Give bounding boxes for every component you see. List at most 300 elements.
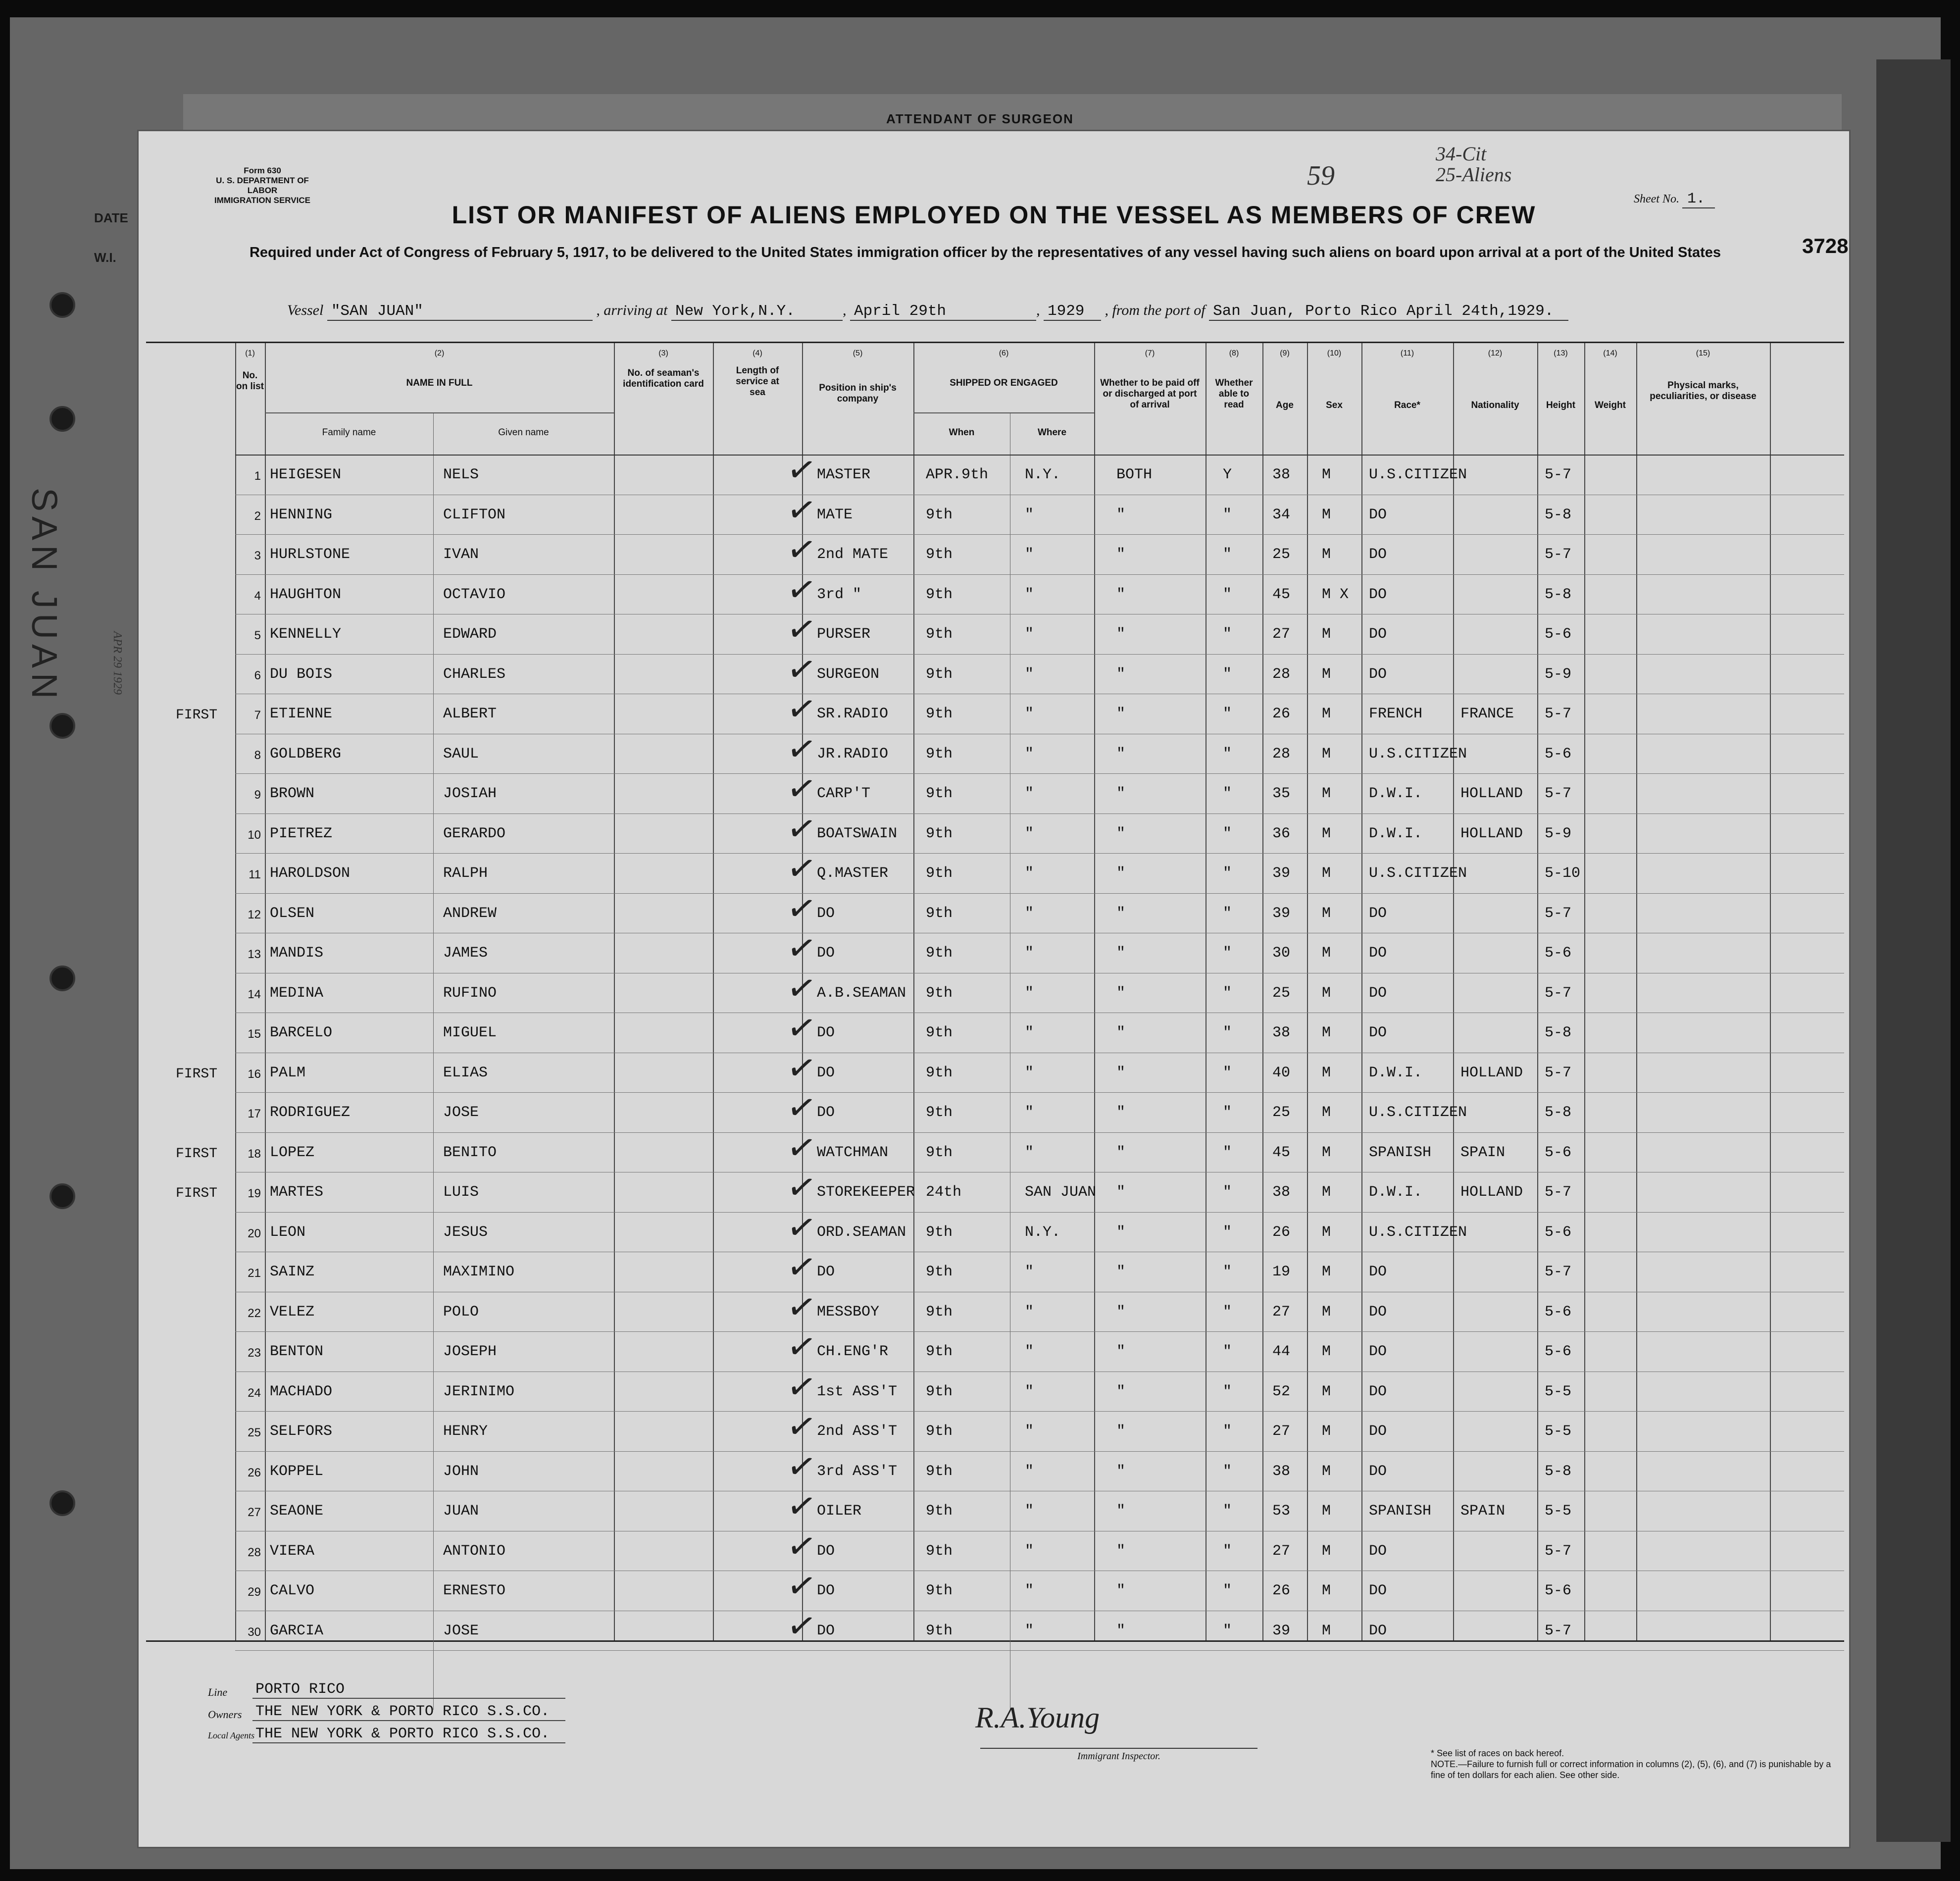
cell-position: DO: [817, 1104, 835, 1121]
check-mark: ✓: [784, 1085, 820, 1130]
cell-position: DO: [817, 1024, 835, 1041]
cell-when: 9th: [926, 1542, 953, 1560]
cell-family: VELEZ: [270, 1303, 315, 1321]
cell-paid: ": [1116, 546, 1126, 563]
handwritten-tally: 34-Cit 25-Aliens: [1436, 143, 1512, 186]
cell-paid: ": [1116, 745, 1126, 763]
check-mark: ✓: [784, 567, 820, 612]
page-subtitle: Required under Act of Congress of February 5, 1917, to be delivered to the United States immigration officer by the representatives of any vessel having such aliens on board upon arrival at a port of the United States: [249, 245, 1721, 260]
column-number: (4): [753, 349, 762, 357]
cell-race: D.W.I.: [1369, 785, 1423, 802]
cell-race: DO: [1369, 1343, 1387, 1360]
cell-where: ": [1025, 785, 1034, 802]
cell-when: 9th: [926, 984, 953, 1002]
cell-age: 40: [1272, 1064, 1291, 1081]
cell-given: MIGUEL: [443, 1024, 497, 1041]
cell-read: ": [1223, 1582, 1232, 1599]
crew-table: [146, 342, 1844, 1648]
cell-read: ": [1223, 626, 1232, 643]
cell-age: 30: [1272, 945, 1291, 962]
cell-given: ANTONIO: [443, 1542, 506, 1560]
cell-nationality: HOLLAND: [1460, 1184, 1523, 1201]
row-rule: [235, 1411, 1844, 1412]
cell-nationality: HOLLAND: [1460, 1064, 1523, 1081]
cell-family: HEIGESEN: [270, 466, 342, 483]
cell-read: ": [1223, 1423, 1232, 1440]
cell-paid: ": [1116, 1463, 1126, 1480]
cell-family: BARCELO: [270, 1024, 333, 1041]
cell-sex: M: [1322, 1144, 1331, 1161]
cell-position: MASTER: [817, 466, 871, 483]
cell-given: JAMES: [443, 945, 488, 962]
check-mark: ✓: [784, 607, 820, 652]
cell-read: ": [1223, 745, 1232, 763]
cell-read: ": [1223, 1503, 1232, 1520]
cell-paid: ": [1116, 1383, 1126, 1400]
cell-race: U.S.CITIZEN: [1369, 865, 1467, 882]
header-age: Age: [1276, 400, 1294, 410]
cell-when: 9th: [926, 785, 953, 802]
cell-height: 5-6: [1545, 1223, 1572, 1241]
cell-race: DO: [1369, 626, 1387, 643]
cell-given: NELS: [443, 466, 479, 483]
cell-position: MESSBOY: [817, 1303, 880, 1321]
cell-family: MACHADO: [270, 1383, 333, 1400]
cell-height: 5-5: [1545, 1503, 1572, 1520]
cell-height: 5-7: [1545, 1622, 1572, 1639]
cell-where: ": [1025, 1303, 1034, 1321]
cell-nationality: SPAIN: [1460, 1503, 1506, 1520]
row-number: 18: [248, 1147, 261, 1161]
header-able-to-read: Whether able to read: [1215, 378, 1253, 410]
cell-height: 5-6: [1545, 1582, 1572, 1599]
column-number: (2): [434, 349, 445, 357]
cell-read: ": [1223, 706, 1232, 722]
cell-nationality: SPAIN: [1460, 1144, 1506, 1161]
cell-when: 9th: [926, 1064, 953, 1081]
cell-age: 53: [1272, 1503, 1291, 1520]
row-number: 10: [248, 828, 261, 842]
cell-position: 1st ASS'T: [817, 1383, 898, 1400]
row-number: 29: [248, 1585, 261, 1599]
row-rule: [235, 1092, 1844, 1093]
cell-where: ": [1025, 665, 1034, 683]
cell-height: 5-7: [1545, 905, 1572, 922]
cell-family: CALVO: [270, 1582, 315, 1599]
cell-family: OLSEN: [270, 905, 315, 922]
cell-sex: M: [1322, 1542, 1331, 1560]
cell-given: JOSE: [443, 1104, 479, 1121]
cell-race: DO: [1369, 1264, 1387, 1280]
page-title: LIST OR MANIFEST OF ALIENS EMPLOYED ON THE VESSEL AS MEMBERS OF CREW: [452, 201, 1536, 229]
punch-hole: [50, 713, 75, 739]
check-mark: ✓: [784, 1324, 820, 1370]
cell-sex: M: [1322, 1343, 1331, 1360]
owners-label: Owners: [208, 1708, 242, 1721]
cell-when: 9th: [926, 506, 953, 523]
arrival-date: April 29th: [850, 303, 1036, 321]
row-number: 15: [248, 1027, 261, 1041]
cell-race: U.S.CITIZEN: [1369, 745, 1467, 763]
footnote: * See list of races on back hereof. NOTE.—Failure to furnish full or correct information in columns (2), (5), (6), and (7) is punishable by a fine of ten dollars for each alien. See other side.: [1431, 1748, 1831, 1780]
agents-value: THE NEW YORK & PORTO RICO S.S.CO.: [252, 1726, 565, 1743]
cell-sex: M: [1322, 745, 1331, 763]
cell-age: 39: [1272, 1622, 1291, 1639]
row-rule: [235, 1212, 1844, 1213]
cell-read: ": [1223, 865, 1232, 882]
cell-race: SPANISH: [1369, 1503, 1432, 1520]
page-number: 3728: [1802, 234, 1849, 257]
cell-position: DO: [817, 1582, 835, 1599]
cell-family: MARTES: [270, 1184, 324, 1201]
cell-family: KENNELLY: [270, 626, 342, 643]
cell-race: SPANISH: [1369, 1144, 1432, 1161]
cell-height: 5-6: [1545, 626, 1572, 643]
cell-where: SAN JUAN: [1025, 1184, 1097, 1201]
cell-where: ": [1025, 586, 1034, 603]
cell-where: ": [1025, 706, 1034, 722]
check-mark: ✓: [784, 766, 820, 812]
cell-given: HENRY: [443, 1423, 488, 1440]
cell-where: ": [1025, 1542, 1034, 1560]
line-value: PORTO RICO: [252, 1681, 565, 1699]
row-number: 9: [254, 788, 261, 802]
cell-paid: ": [1116, 1144, 1126, 1161]
check-mark: ✓: [784, 1244, 820, 1290]
cell-sex: M: [1322, 1303, 1331, 1321]
cell-sex: M: [1322, 1264, 1331, 1280]
cell-given: JERINIMO: [443, 1383, 515, 1400]
cell-height: 5-8: [1545, 1463, 1572, 1480]
cell-when: 9th: [926, 825, 953, 842]
cell-paid: ": [1116, 706, 1126, 722]
cell-paid: ": [1116, 945, 1126, 962]
header-when: When: [949, 427, 975, 438]
column-number: (13): [1554, 349, 1568, 357]
cell-age: 28: [1272, 745, 1291, 763]
cell-age: 19: [1272, 1264, 1291, 1280]
cell-when: 9th: [926, 1303, 953, 1321]
cell-age: 25: [1272, 1104, 1291, 1121]
cell-sex: M: [1322, 1184, 1331, 1201]
column-rule: [433, 412, 434, 1710]
check-mark: ✓: [784, 1005, 820, 1051]
row-number: 19: [248, 1187, 261, 1200]
first-mark: FIRST: [176, 1186, 218, 1201]
cell-read: ": [1223, 785, 1232, 802]
cell-age: 44: [1272, 1343, 1291, 1360]
cell-position: STOREKEEPER: [817, 1184, 915, 1201]
cell-paid: ": [1116, 1184, 1126, 1201]
cell-family: LOPEZ: [270, 1144, 315, 1161]
cell-age: 27: [1272, 1303, 1291, 1321]
column-rule: [1770, 343, 1771, 1640]
cell-paid: ": [1116, 1582, 1126, 1599]
cell-paid: ": [1116, 1503, 1126, 1520]
cell-read: Y: [1223, 466, 1232, 483]
cell-given: OCTAVIO: [443, 586, 506, 603]
cell-where: ": [1025, 1383, 1034, 1400]
cell-given: CLIFTON: [443, 506, 506, 523]
column-number: (5): [853, 349, 863, 357]
cell-family: DU BOIS: [270, 665, 333, 683]
cell-height: 5-8: [1545, 1024, 1572, 1041]
cell-given: EDWARD: [443, 626, 497, 643]
cell-given: GERARDO: [443, 825, 506, 842]
cell-race: D.W.I.: [1369, 1184, 1423, 1201]
cell-age: 27: [1272, 1423, 1291, 1440]
cell-where: ": [1025, 506, 1034, 523]
column-number: (8): [1229, 349, 1239, 357]
cell-paid: BOTH: [1116, 466, 1153, 483]
cell-sex: M: [1322, 825, 1331, 842]
cell-family: RODRIGUEZ: [270, 1104, 351, 1121]
cell-read: ": [1223, 546, 1232, 563]
cell-sex: M: [1322, 1582, 1331, 1599]
cell-age: 38: [1272, 1184, 1291, 1201]
cell-sex: M: [1322, 984, 1331, 1002]
cell-race: DO: [1369, 665, 1387, 683]
cell-where: ": [1025, 1264, 1034, 1280]
cell-read: ": [1223, 1542, 1232, 1560]
cell-height: 5-8: [1545, 586, 1572, 603]
cell-position: MATE: [817, 506, 853, 523]
cell-sex: M: [1322, 945, 1331, 962]
row-number: 17: [248, 1107, 261, 1120]
cell-age: 25: [1272, 984, 1291, 1002]
row-number: 5: [254, 629, 261, 642]
punch-hole: [50, 1183, 75, 1209]
cell-sex: M: [1322, 905, 1331, 922]
cell-read: ": [1223, 1383, 1232, 1400]
row-number: 27: [248, 1506, 261, 1519]
cell-age: 36: [1272, 825, 1291, 842]
form-id: Form 630 U. S. DEPARTMENT OF LABOR IMMIGRATION SERVICE: [214, 166, 310, 205]
cell-read: ": [1223, 1343, 1232, 1360]
cell-position: 3rd ASS'T: [817, 1463, 898, 1480]
check-mark: ✓: [784, 1125, 820, 1170]
cell-sex: M: [1322, 626, 1331, 643]
cell-family: SELFORS: [270, 1423, 333, 1440]
cell-sex: M: [1322, 1064, 1331, 1081]
stamp-date: APR 29 1929: [111, 631, 124, 695]
cell-paid: ": [1116, 586, 1126, 603]
column-rule: [614, 343, 615, 1640]
cell-height: 5-7: [1545, 466, 1572, 483]
cell-height: 5-8: [1545, 1104, 1572, 1121]
cell-where: ": [1025, 1064, 1034, 1081]
check-mark: ✓: [784, 686, 820, 732]
cell-height: 5-6: [1545, 945, 1572, 962]
cell-age: 27: [1272, 1542, 1291, 1560]
cell-age: 39: [1272, 865, 1291, 882]
check-mark: ✓: [784, 726, 820, 771]
check-mark: ✓: [784, 1444, 820, 1489]
cell-family: GARCIA: [270, 1622, 324, 1639]
cell-height: 5-7: [1545, 706, 1572, 722]
cell-sex: M: [1322, 785, 1331, 802]
cell-read: ": [1223, 1223, 1232, 1241]
cell-when: 9th: [926, 1024, 953, 1041]
cell-given: BENITO: [443, 1144, 497, 1161]
cell-sex: M: [1322, 506, 1331, 523]
cell-height: 5-9: [1545, 825, 1572, 842]
cell-paid: ": [1116, 506, 1126, 523]
cell-height: 5-7: [1545, 1264, 1572, 1280]
column-rule: [1537, 343, 1538, 1640]
header-rule: [265, 412, 614, 413]
cell-given: CHARLES: [443, 665, 506, 683]
cell-read: ": [1223, 586, 1232, 603]
sheet-number: Sheet No. 1.: [1634, 191, 1715, 207]
check-mark: ✓: [784, 1524, 820, 1569]
cell-given: JOSEPH: [443, 1343, 497, 1360]
cell-when: 9th: [926, 706, 953, 722]
cell-when: 9th: [926, 865, 953, 882]
header-length-of-service: Length of service at sea: [736, 365, 779, 398]
cell-paid: ": [1116, 626, 1126, 643]
cell-where: ": [1025, 905, 1034, 922]
cell-paid: ": [1116, 825, 1126, 842]
cell-sex: M: [1322, 1024, 1331, 1041]
cell-family: VIERA: [270, 1542, 315, 1560]
cell-where: ": [1025, 945, 1034, 962]
row-number: 1: [254, 469, 261, 483]
inspector-label: Immigrant Inspector.: [980, 1748, 1257, 1762]
cell-given: MAXIMINO: [443, 1264, 515, 1280]
cell-race: FRENCH: [1369, 706, 1423, 722]
cell-sex: M: [1322, 466, 1331, 483]
row-number: 3: [254, 549, 261, 562]
row-number: 7: [254, 709, 261, 722]
cell-race: DO: [1369, 1303, 1387, 1321]
cell-position: DO: [817, 945, 835, 962]
cell-race: DO: [1369, 506, 1387, 523]
column-rule: [1636, 343, 1637, 1640]
cell-paid: ": [1116, 905, 1126, 922]
cell-read: ": [1223, 1104, 1232, 1121]
arrival-year: 1929: [1044, 303, 1101, 321]
cell-family: SEAONE: [270, 1503, 324, 1520]
cell-where: ": [1025, 1343, 1034, 1360]
cell-position: CH.ENG'R: [817, 1343, 889, 1360]
cell-when: 9th: [926, 745, 953, 763]
cell-position: JR.RADIO: [817, 745, 889, 763]
cell-sex: M: [1322, 1383, 1331, 1400]
column-rule: [1584, 343, 1585, 1640]
cell-read: ": [1223, 905, 1232, 922]
cell-height: 5-7: [1545, 1542, 1572, 1560]
column-number: (10): [1327, 349, 1342, 357]
row-number: 21: [248, 1267, 261, 1280]
cell-family: GOLDBERG: [270, 745, 342, 763]
cell-sex: M: [1322, 1463, 1331, 1480]
cell-read: ": [1223, 1303, 1232, 1321]
cell-where: ": [1025, 546, 1034, 563]
row-rule: [235, 654, 1844, 655]
check-mark: ✓: [784, 1404, 820, 1449]
header-id-card: No. of seaman's identification card: [623, 368, 704, 389]
cell-family: MEDINA: [270, 984, 324, 1002]
check-mark: ✓: [784, 886, 820, 931]
cell-when: 9th: [926, 1144, 953, 1161]
header-position: Position in ship's company: [819, 383, 897, 404]
cell-position: 3rd ": [817, 586, 862, 603]
cell-race: D.W.I.: [1369, 825, 1423, 842]
cell-given: JOSE: [443, 1622, 479, 1639]
cell-paid: ": [1116, 865, 1126, 882]
check-mark: ✓: [784, 966, 820, 1011]
cell-given: SAUL: [443, 745, 479, 763]
cell-age: 26: [1272, 706, 1291, 722]
cell-position: ORD.SEAMAN: [817, 1223, 906, 1241]
cell-sex: M: [1322, 1503, 1331, 1520]
column-rule: [1361, 343, 1362, 1640]
cell-paid: ": [1116, 1303, 1126, 1321]
cell-height: 5-6: [1545, 745, 1572, 763]
row-rule: [235, 1451, 1844, 1452]
cell-where: ": [1025, 1024, 1034, 1041]
row-number: 23: [248, 1346, 261, 1360]
row-rule: [235, 534, 1844, 535]
column-number: (15): [1696, 349, 1710, 357]
cell-race: DO: [1369, 905, 1387, 922]
column-rule: [265, 343, 266, 1640]
cell-given: LUIS: [443, 1184, 479, 1201]
cell-given: ELIAS: [443, 1064, 488, 1081]
cell-age: 27: [1272, 626, 1291, 643]
cell-position: 2nd ASS'T: [817, 1423, 898, 1440]
cell-height: 5-7: [1545, 785, 1572, 802]
check-mark: ✓: [784, 1603, 820, 1648]
cell-when: 9th: [926, 665, 953, 683]
cell-age: 38: [1272, 466, 1291, 483]
column-rule: [1094, 343, 1095, 1640]
cell-where: N.Y.: [1025, 1223, 1061, 1241]
cell-when: 9th: [926, 586, 953, 603]
cell-when: 9th: [926, 1383, 953, 1400]
check-mark: ✓: [784, 1045, 820, 1090]
column-rule: [1453, 343, 1454, 1640]
cell-sex: M: [1322, 1423, 1331, 1440]
cell-when: 9th: [926, 1343, 953, 1360]
cell-age: 34: [1272, 506, 1291, 523]
cell-position: DO: [817, 905, 835, 922]
cell-family: HURLSTONE: [270, 546, 351, 563]
cell-race: U.S.CITIZEN: [1369, 1104, 1467, 1121]
inspector-signature: R.A.Young: [975, 1701, 1100, 1734]
row-number: 30: [248, 1625, 261, 1639]
cell-position: 2nd MATE: [817, 546, 889, 563]
cell-family: BROWN: [270, 785, 315, 802]
row-number: 11: [249, 868, 261, 881]
cell-read: ": [1223, 825, 1232, 842]
handwritten-count: 59: [1307, 160, 1335, 191]
cell-height: 5-7: [1545, 1064, 1572, 1081]
cell-when: 9th: [926, 1582, 953, 1599]
column-number: (3): [658, 349, 668, 357]
row-rule: [235, 813, 1844, 814]
header-nationality: Nationality: [1471, 400, 1519, 410]
back-sheet-text: ATTENDANT OF SURGEON: [886, 111, 1074, 126]
check-mark: ✓: [784, 1165, 820, 1210]
cell-position: DO: [817, 1264, 835, 1280]
first-mark: FIRST: [176, 1146, 218, 1162]
cell-height: 5-5: [1545, 1383, 1572, 1400]
cell-when: APR.9th: [926, 466, 989, 483]
cell-read: ": [1223, 1144, 1232, 1161]
cell-position: Q.MASTER: [817, 865, 889, 882]
